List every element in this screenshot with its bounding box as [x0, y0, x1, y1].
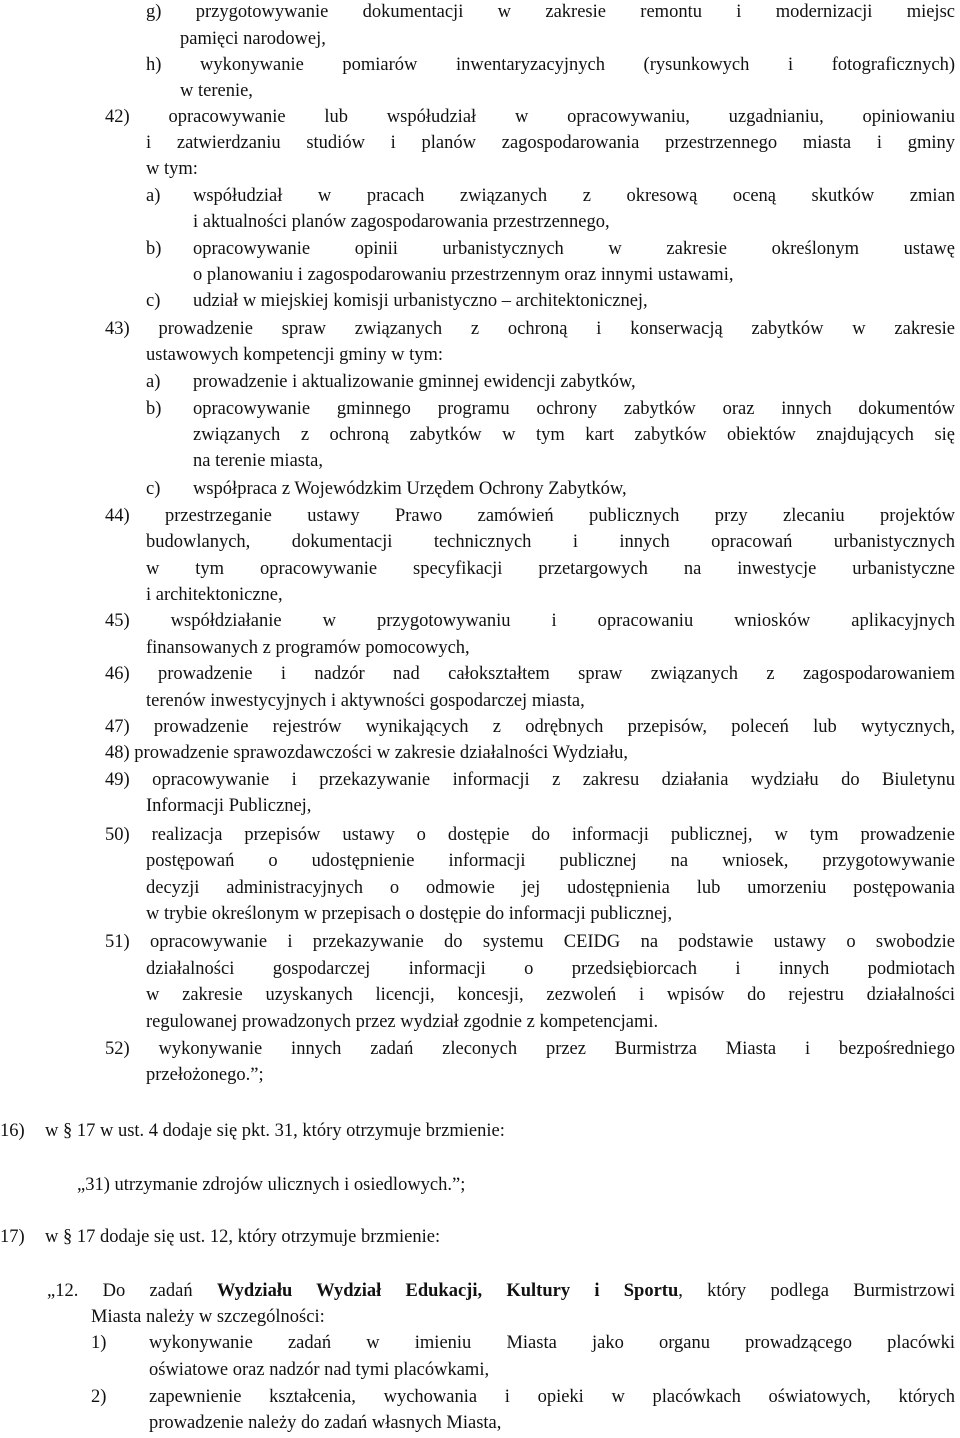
text-line: 2) [91, 1387, 107, 1407]
text-line: udział w miejskiej komisji urbanistyczno – architektonicznej, [193, 291, 648, 311]
text-line: budowlanych, dokumentacji technicznych i innych opracowań urbanistycznych [146, 532, 955, 552]
text-line: o planowaniu i zagospodarowaniu przestrzennym oraz innymi ustawami, [193, 265, 734, 285]
text-line: działalności gospodarczej informacji o przedsiębiorcach i innych podmiotach [146, 959, 955, 979]
text-line: 50) realizacja przepisów ustawy o dostępie do informacji publicznej, w tym prowadzenie [105, 825, 955, 845]
text-line: 46) prowadzenie i nadzór nad całokształtem spraw związanych z zagospodarowaniem [105, 664, 955, 684]
paragraph-12-heading [47, 1282, 955, 1301]
text-line: prowadzenie i aktualizowanie gminnej ewidencji zabytków, [193, 372, 636, 392]
text-line: c) [146, 479, 161, 499]
text-line: c) [146, 291, 161, 311]
text-line: 16) [0, 1121, 25, 1141]
text-line: Informacji Publicznej, [146, 796, 312, 816]
text-line: b) [146, 239, 162, 259]
paragraph-12-suffix: , który podlega Burmistrzowi [678, 1281, 956, 1301]
text-line: 45) współdziałanie w przygotowywaniu i opracowaniu wniosków aplikacyjnych [105, 611, 955, 631]
text-line: a) [146, 372, 161, 392]
text-line: w § 17 dodaje się ust. 12, który otrzymuje brzmienie: [45, 1227, 441, 1247]
text-line: g) przygotowywanie dokumentacji w zakresie remontu i modernizacji miejsc [146, 2, 955, 22]
text-line: opracowywanie opinii urbanistycznych w zakresie określonym ustawę [193, 239, 955, 259]
text-line: a) [146, 186, 161, 206]
text-line: współudział w pracach związanych z okresową oceną skutków zmian [193, 186, 955, 206]
text-line: h) wykonywanie pomiarów inwentaryzacyjnych (rysunkowych i fotograficznych) [146, 55, 955, 75]
text-line: w terenie, [180, 81, 253, 101]
text-line: prowadzenie należy do zadań własnych Miasta, [149, 1413, 502, 1433]
text-line: i zatwierdzaniu studiów i planów zagospodarowania przestrzennego miasta i gminy [146, 133, 955, 153]
paragraph-12-prefix: „12. Do zadań [47, 1281, 217, 1301]
text-line: 52) wykonywanie innych zadań zleconych przez Burmistrza Miasta i bezpośredniego [105, 1039, 955, 1059]
text-line: w tym: [146, 159, 198, 179]
text-line: regulowanej prowadzonych przez wydział zgodnie z kompetencjami. [146, 1012, 659, 1032]
text-line: na terenie miasta, [193, 451, 323, 471]
department-name: Wydziału Wydział Edukacji, Kultury i Sportu [216, 1281, 679, 1301]
text-line: współpraca z Wojewódzkim Urzędem Ochrony Zabytków, [193, 479, 627, 499]
text-line: wykonywanie zadań w imieniu Miasta jako organu prowadzącego placówki [149, 1333, 955, 1353]
text-line: 44) przestrzeganie ustawy Prawo zamówień publicznych przy zlecaniu projektów [105, 506, 955, 526]
text-line: 47) prowadzenie rejestrów wynikających z odrębnych przepisów, poleceń lub wytycznych, [105, 717, 955, 737]
text-line: 48) prowadzenie sprawozdawczości w zakresie działalności Wydziału, [105, 743, 629, 763]
text-line: 51) opracowywanie i przekazywanie do systemu CEIDG na podstawie ustawy o swobodzie [105, 932, 955, 952]
text-line: b) [146, 399, 162, 419]
text-line: oświatowe oraz nadzór nad tymi placówkami, [149, 1360, 490, 1380]
text-line: 1) [91, 1333, 107, 1353]
text-line: 17) [0, 1227, 25, 1247]
text-line: decyzji administracyjnych o odmowie jej udostępnienia lub umorzeniu postępowania [146, 878, 955, 898]
text-line: 43) prowadzenie spraw związanych z ochroną i konserwacją zabytków w zakresie [105, 319, 955, 339]
text-line: finansowanych z programów pomocowych, [146, 638, 470, 658]
text-line: ustawowych kompetencji gminy w tym: [146, 345, 443, 365]
text-line: 49) opracowywanie i przekazywanie informacji z zakresu działania wydziału do Biuletynu [105, 770, 955, 790]
text-line: w § 17 w ust. 4 dodaje się pkt. 31, który otrzymuje brzmienie: [45, 1121, 505, 1141]
text-line: Miasta należy w szczególności: [91, 1307, 325, 1327]
text-line: w zakresie uzyskanych licencji, koncesji, zezwoleń i wpisów do rejestru działalności [146, 985, 955, 1005]
text-line: związanych z ochroną zabytków w tym kart zabytków obiektów znajdujących się [193, 425, 955, 445]
text-line: 42) opracowywanie lub współudział w opracowywaniu, uzgadnianiu, opiniowaniu [105, 107, 955, 127]
text-line: przełożonego.”; [146, 1065, 264, 1085]
text-line: postępowań o udostępnienie informacji publicznej na wniosek, przygotowywanie [146, 851, 955, 871]
text-line: i architektoniczne, [146, 585, 283, 605]
text-line: „31) utrzymanie zdrojów ulicznych i osiedlowych.”; [77, 1175, 466, 1195]
text-line: i aktualności planów zagospodarowania przestrzennego, [193, 212, 610, 232]
text-line: pamięci narodowej, [180, 29, 326, 49]
text-line: zapewnienie kształcenia, wychowania i opieki w placówkach oświatowych, których [149, 1387, 955, 1407]
text-line: opracowywanie gminnego programu ochrony zabytków oraz innych dokumentów [193, 399, 955, 419]
text-line: w tym opracowywanie specyfikacji przetargowych na inwestycje urbanistyczne [146, 559, 955, 579]
text-line: terenów inwestycyjnych i aktywności gospodarczej miasta, [146, 691, 585, 711]
text-line: w trybie określonym w przepisach o dostępie do informacji publicznej, [146, 904, 673, 924]
